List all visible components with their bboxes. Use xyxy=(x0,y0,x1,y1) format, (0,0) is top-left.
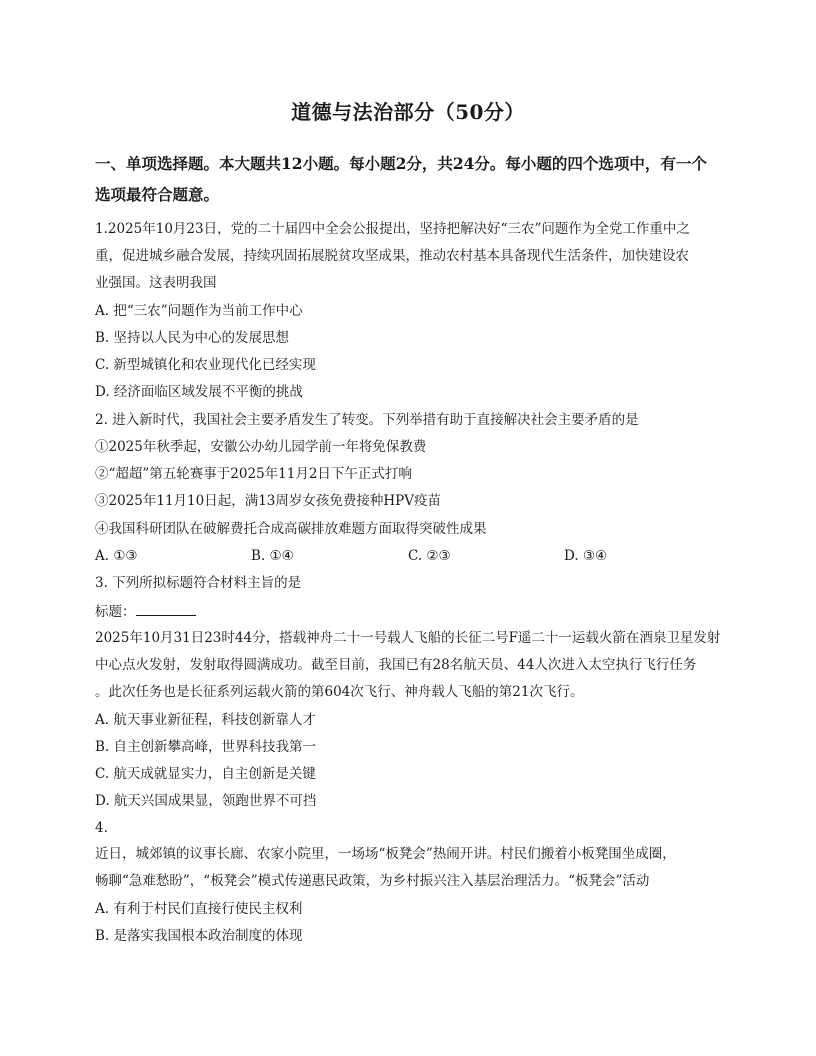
q4-material-line-2: 畅聊“急难愁盼”，“板凳会”模式传递惠民政策，为乡村振兴注入基层治理活力。“板凳会”活动 xyxy=(95,873,650,889)
q2-option-a: A. ①③ xyxy=(95,548,138,564)
q3-title-label: 标题： xyxy=(95,604,136,620)
q1-stem-line-1: 1.2025年10月23日，党的二十届四中全会公报提出，坚持把解决好“三农”问题作为全党工作重中之 xyxy=(95,221,690,237)
q3-title-line xyxy=(95,601,725,622)
q1-option-a: A. 把“三农”问题作为当前工作中心 xyxy=(95,303,303,319)
q1-stem-line-3: 业强国。这表明我国 xyxy=(95,275,217,291)
q3-option-d: D. 航天兴国成果显，领跑世界不可挡 xyxy=(95,793,317,809)
q3-stem: 3. 下列所拟标题符合材料主旨的是 xyxy=(95,575,302,591)
q4-material-line-1: 近日，城郊镇的议事长廊、农家小院里，一场场“板凳会”热闹开讲。村民们搬着小板凳围坐成圈， xyxy=(95,846,676,862)
q2-option-c: C. ②③ xyxy=(408,548,451,564)
q3-title-blank xyxy=(136,601,196,616)
q4-option-a: A. 有利于村民们直接行使民主权利 xyxy=(95,901,303,917)
q2-item-2: ②“超超”第五轮赛事于2025年11月2日下午正式打响 xyxy=(95,466,412,482)
q4-option-b: B. 是落实我国根本政治制度的体现 xyxy=(95,928,303,944)
section-heading-line-2: 选项最符合题意。 xyxy=(95,185,220,204)
q2-option-b: B. ①④ xyxy=(251,548,294,564)
q2-options-row xyxy=(95,546,725,566)
q1-option-d: D. 经济面临区域发展不平衡的挑战 xyxy=(95,384,303,400)
q3-material-line-2: 中心点火发射，发射取得圆满成功。截至目前，我国已有28名航天员、44人次进入太空执行飞行任务 xyxy=(95,657,697,673)
q3-material-line-3: 。此次任务也是长征系列运载火箭的第604次飞行、神舟载人飞船的第21次飞行。 xyxy=(95,684,584,700)
q2-item-3: ③2025年11月10日起，满13周岁女孩免费接种HPV疫苗 xyxy=(95,493,441,509)
q2-item-1: ①2025年秋季起，安徽公办幼儿园学前一年将免保教费 xyxy=(95,439,427,455)
q3-option-b: B. 自主创新攀高峰，世界科技我第一 xyxy=(95,739,317,755)
q1-option-b: B. 坚持以人民为中心的发展思想 xyxy=(95,330,290,346)
q3-option-a: A. 航天事业新征程，科技创新靠人才 xyxy=(95,712,316,728)
q2-stem: 2. 进入新时代，我国社会主要矛盾发生了转变。下列举措有助于直接解决社会主要矛盾的是 xyxy=(95,412,639,428)
q2-option-d: D. ③④ xyxy=(564,548,608,564)
q2-item-4: ④我国科研团队在破解费托合成高碳排放难题方面取得突破性成果 xyxy=(95,521,487,537)
q3-material-line-1: 2025年10月31日23时44分，搭载神舟二十一号载人飞船的长征二号F遥二十一运载火箭在酒泉卫星发射 xyxy=(95,630,721,646)
q4-number: 4. xyxy=(95,820,108,836)
q3-option-c: C. 航天成就显实力，自主创新是关键 xyxy=(95,766,316,782)
page-title: 道德与法治部分（50分） xyxy=(291,100,525,124)
q1-stem-line-2: 重，促进城乡融合发展，持续巩固拓展脱贫攻坚成果，推动农村基本具备现代生活条件，加快建设农 xyxy=(95,248,689,264)
q1-option-c: C. 新型城镇化和农业现代化已经实现 xyxy=(95,357,316,373)
section-heading-line-1: 一、单项选择题。本大题共12小题。每小题2分，共24分。每小题的四个选项中，有一个 xyxy=(95,154,707,173)
